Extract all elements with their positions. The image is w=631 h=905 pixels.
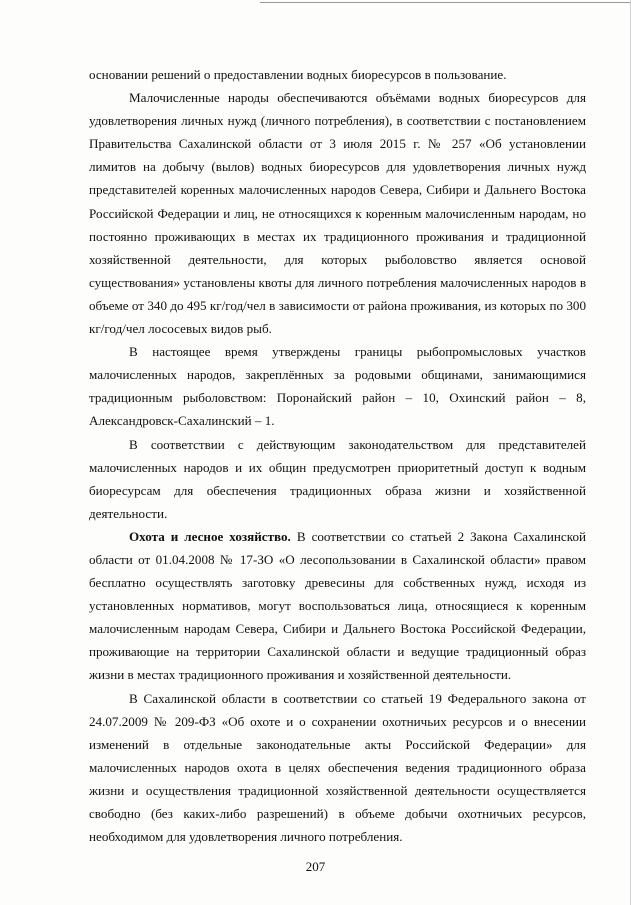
section-heading: Охота и лесное хозяйство.	[129, 528, 291, 544]
body-text	[89, 63, 586, 848]
section-text: В соответствии со статьей 2 Закона Сахалинской области от 01.04.2008 № 17-ЗО «О лесопользовании в Сахалинской области» правом бесплатно осуществлять заготовку древесины для собственных нужд, исходя из установленных нормативов, могут воспользоваться лица, относящиеся к коренным малочисленным народам Севера, Сибири и Дальнего Востока Российской Федерации, проживающие на территории Сахалинской области и ведущие традиционный образ жизни в местах традиционного проживания и хозяйственной деятельности.	[89, 528, 586, 683]
top-rule	[260, 2, 631, 3]
page-number: 207	[305, 859, 326, 874]
paragraph-continuation: основании решений о предоставлении водных биоресурсов в пользование.	[89, 67, 507, 82]
paragraph-priority-access: В соответствии с действующим законодательством для представителей малочисленных народов и их общин предусмотрен приоритетный доступ к водным биоресурсам для обеспечения традиционных образа жизни и хозяйственной деятельности.	[89, 436, 586, 521]
paragraph-hunting-law: В Сахалинской области в соответствии со статьей 19 Федерального закона от 24.07.2009 № 209-ФЗ «Об охоте и о сохранении охотничьих ресурсов и о внесении изменений в отдельные законодательные акты Российской Федерации» для малочисленных народов охота в целях обеспечения ведения традиционного образа жизни и осуществления традиционной хозяйственной деятельности осуществляется свободно (без каких-либо разрешений) в объеме добычи охотничьих ресурсов, необходимом для удовлетворения личного потребления.	[89, 690, 586, 845]
paragraph-hunting-forestry	[89, 525, 586, 687]
paragraph-fishing-quotas: Малочисленные народы обеспечиваются объёмами водных биоресурсов для удовлетворения личных нужд (личного потребления), в соответствии с постановлением Правительства Сахалинской области от 3 июля 2015 г. № 257 «Об установлении лимитов на добычу (вылов) водных биоресурсов для удовлетворения личных нужд представителей коренных малочисленных народов Севера, Сибири и Дальнего Востока Российской Федерации и лиц, не относящихся к коренным малочисленным народам, но постоянно проживающих в местах их традиционного проживания и традиционной хозяйственной деятельности, для которых рыболовство является основой существования» установлены квоты для личного потребления малочисленных народов в объеме от 340 до 495 кг/год/чел в зависимости от района проживания, из которых по 300 кг/год/чел лососевых видов рыб.	[89, 90, 586, 337]
paragraph-fishing-areas: В настоящее время утверждены границы рыбопромысловых участков малочисленных народов, закреплённых за родовыми общинами, занимающимися традиционным рыболовством: Поронайский район – 10, Охинский район – 8, Александровск-Сахалинский – 1.	[89, 344, 586, 429]
